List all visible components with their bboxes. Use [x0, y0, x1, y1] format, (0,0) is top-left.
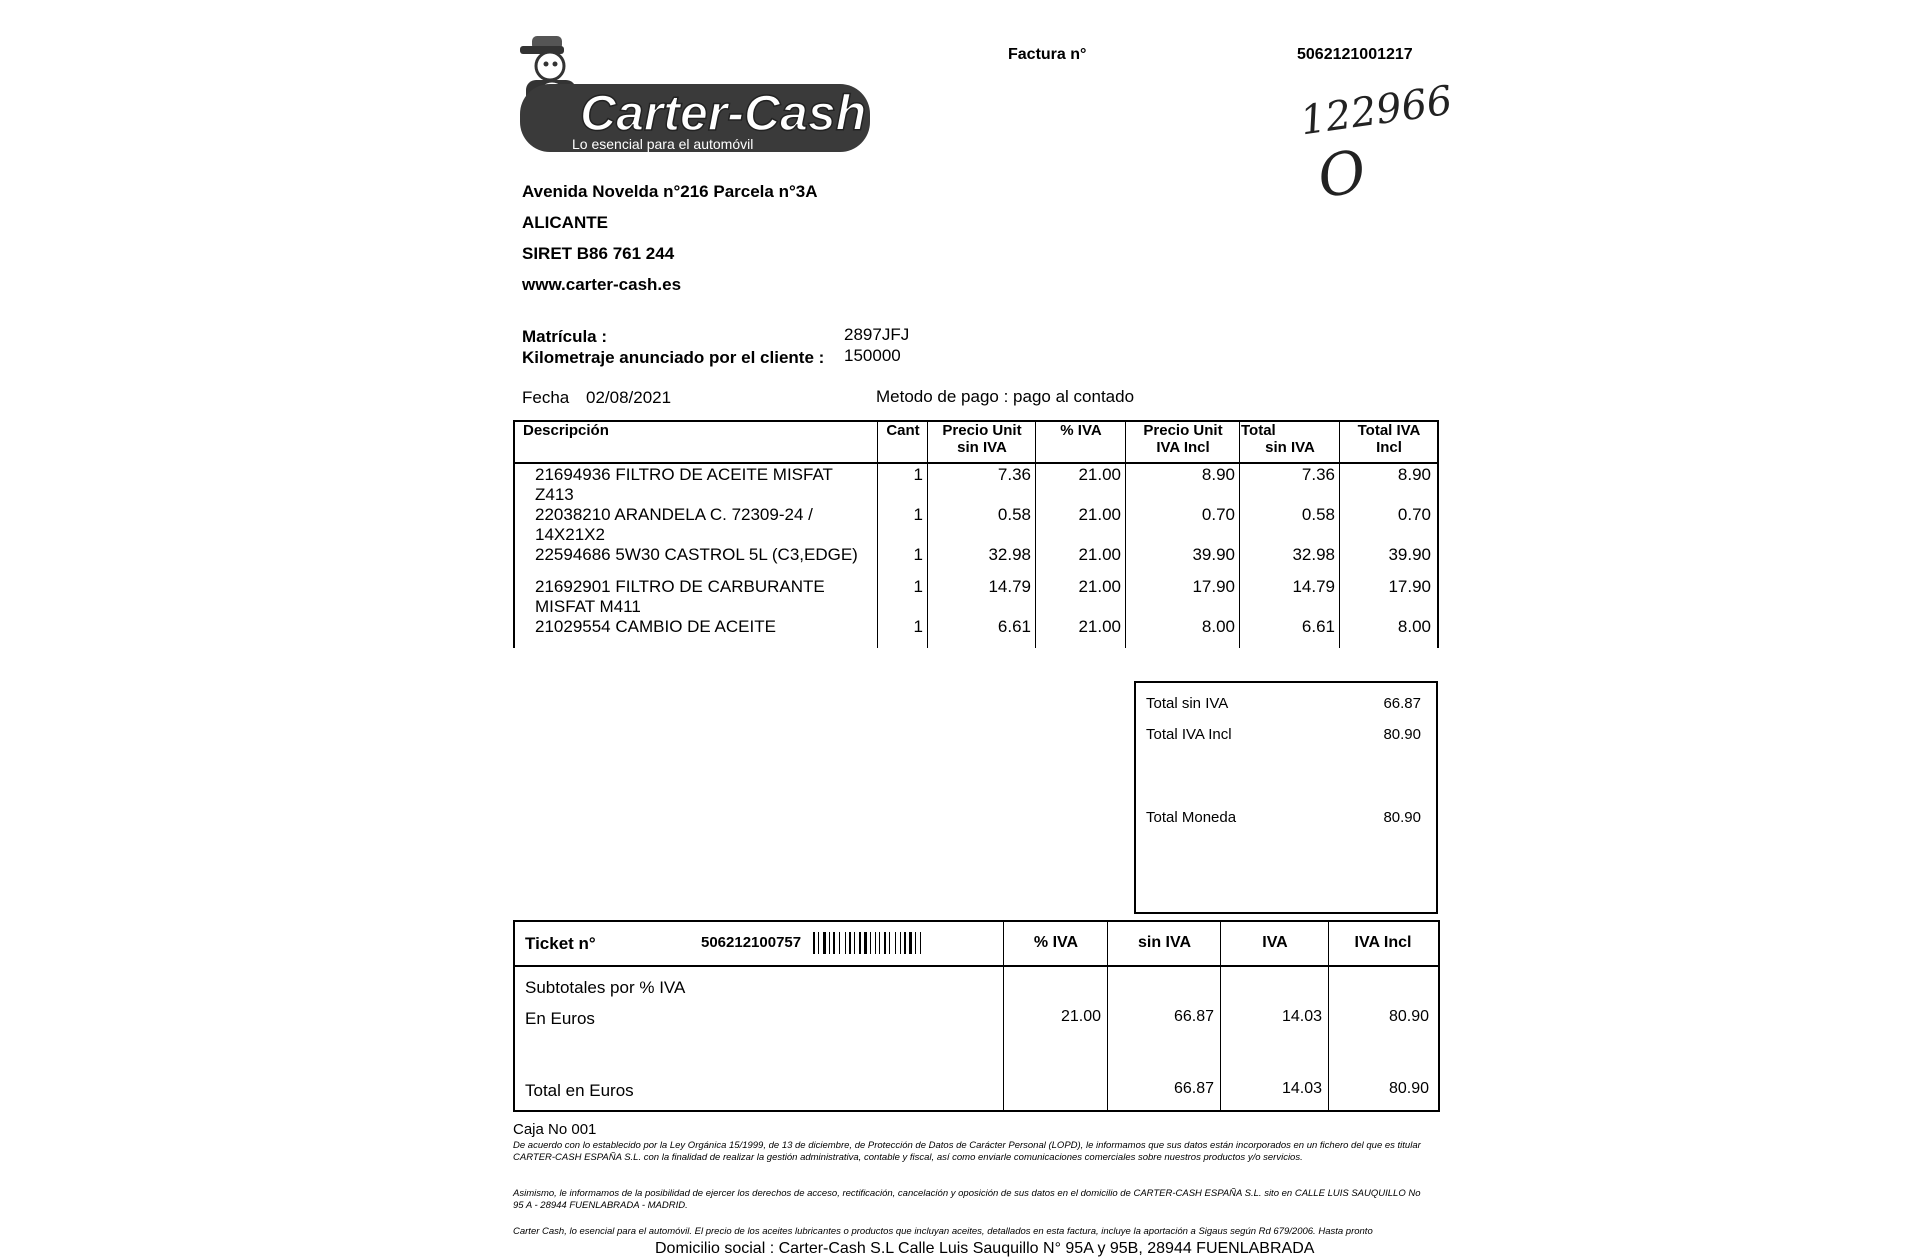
euros-ex: 66.87 — [1173, 1008, 1214, 1025]
subtotals-label: Subtotales por % IVA — [525, 978, 686, 997]
km-value: 150000 — [844, 346, 901, 365]
totals-box — [1134, 681, 1438, 914]
header-ticket-ex: sin IVA — [1137, 934, 1192, 951]
registered-office: Domicilio social : Carter-Cash S.L Calle Luis Sauquillo N° 95A y 95B, 28944 FUENLABRADA — [655, 1240, 1315, 1257]
item-total-inc: 0.70 — [1397, 505, 1431, 524]
ticket-number: 506212100757 — [701, 934, 802, 951]
item-total-ex: 0.58 — [1301, 505, 1335, 524]
total-ex-value: 66.87 — [1383, 695, 1421, 712]
total-euros-ex: 66.87 — [1173, 1080, 1214, 1097]
handwritten-circle-mark: O — [1312, 136, 1372, 212]
item-unit-ex: 7.36 — [997, 465, 1031, 484]
header-unit-ex — [929, 422, 1035, 462]
header-total-inc — [1341, 422, 1437, 462]
euros-label: En Euros — [525, 1009, 595, 1028]
total-currency-label: Total Moneda — [1146, 809, 1237, 826]
item-unit-inc: 0.70 — [1201, 505, 1235, 524]
logo-wordmark: Carter-Cash — [580, 85, 867, 141]
item-total-ex: 14.79 — [1292, 577, 1335, 596]
date-label: Fecha — [522, 388, 570, 407]
company-website: www.carter-cash.es — [522, 275, 682, 294]
header-total-ex-line2: sin IVA — [1265, 439, 1315, 456]
carter-cash-logo — [512, 22, 872, 164]
item-vat: 21.00 — [1078, 505, 1121, 524]
company-address: Avenida Novelda n°216 Parcela n°3A — [522, 182, 818, 201]
header-total-ex-line1: Total — [1241, 422, 1276, 439]
header-total-inc-line1: Total IVA — [1357, 422, 1421, 439]
item-qty: 1 — [913, 505, 923, 524]
company-siret: SIRET B86 761 244 — [522, 244, 675, 263]
register-number: Caja No 001 — [513, 1121, 597, 1138]
header-unit-ex-line2: sin IVA — [957, 439, 1007, 456]
item-vat: 21.00 — [1078, 545, 1121, 564]
date-value: 02/08/2021 — [586, 388, 672, 407]
legal-text-privacy: De acuerdo con lo establecido por la Ley Orgánica 15/1999, de 13 de diciembre, de Protección de Datos de Carácter Personal (LOPD), le informamos que sus datos están incorporados en un fichero del que es titular CARTER-CASH ESPAÑA S.L. con la finalidad de realizar la gestión administrativa, contable y fiscal, así como enviarle comunicaciones comerciales sobre nuestros productos y/o servicios. — [513, 1140, 1421, 1163]
header-unit-ex-line1: Precio Unit — [942, 422, 1022, 439]
item-unit-ex: 6.61 — [997, 617, 1031, 636]
barcode-icon — [813, 932, 978, 954]
item-description: 21692901 FILTRO DE CARBURANTE MISFAT M411 — [535, 577, 825, 616]
item-description: 22594686 5W30 CASTROL 5L (C3,EDGE) — [535, 545, 858, 564]
logo-tagline: Lo esencial para el automóvil — [572, 136, 754, 152]
item-unit-ex: 32.98 — [988, 545, 1031, 564]
item-qty: 1 — [913, 465, 923, 484]
header-ticket-vat: % IVA — [1033, 934, 1079, 951]
item-unit-ex: 0.58 — [997, 505, 1031, 524]
item-total-inc: 39.90 — [1388, 545, 1431, 564]
total-euros-inc: 80.90 — [1388, 1080, 1429, 1097]
item-unit-inc: 17.90 — [1192, 577, 1235, 596]
item-total-inc: 17.90 — [1388, 577, 1431, 596]
km-label: Kilometraje anunciado por el cliente : — [522, 348, 825, 367]
ticket-label: Ticket n° — [525, 934, 596, 953]
item-vat: 21.00 — [1078, 617, 1121, 636]
header-unit-inc-line2: IVA Incl — [1156, 439, 1210, 456]
payment-method: Metodo de pago : pago al contado — [876, 387, 1135, 406]
item-qty: 1 — [913, 545, 923, 564]
item-description: 21694936 FILTRO DE ACEITE MISFAT Z413 — [535, 465, 833, 504]
handwritten-note: 122966 — [1297, 77, 1456, 145]
item-qty: 1 — [913, 577, 923, 596]
header-total-inc-line2: Incl — [1376, 439, 1402, 456]
header-description: Descripción — [523, 422, 609, 439]
total-ex-label: Total sin IVA — [1146, 695, 1229, 712]
total-inc-value: 80.90 — [1383, 726, 1421, 743]
legal-text-sigaus: Carter Cash, lo esencial para el automóvil. El precio de los aceites lubricantes o productos que incluyan aceites, detallados en esta factura, incluye la aportación a Sigaus según Rd 679/2006. Hasta pronto — [513, 1226, 1373, 1237]
item-description: 22038210 ARANDELA C. 72309-24 / 14X21X2 — [535, 505, 813, 544]
item-vat: 21.00 — [1078, 465, 1121, 484]
item-total-ex: 7.36 — [1301, 465, 1335, 484]
item-total-ex: 32.98 — [1292, 545, 1335, 564]
plate-label: Matrícula : — [522, 327, 608, 346]
total-euros-tax: 14.03 — [1281, 1080, 1322, 1097]
header-unit-inc — [1127, 422, 1239, 462]
euros-vat: 21.00 — [1060, 1008, 1101, 1025]
item-unit-inc: 39.90 — [1192, 545, 1235, 564]
company-city: ALICANTE — [522, 213, 608, 232]
item-total-inc: 8.00 — [1397, 617, 1431, 636]
item-unit-ex: 14.79 — [988, 577, 1031, 596]
header-vat: % IVA — [1060, 422, 1102, 439]
header-unit-inc-line1: Precio Unit — [1143, 422, 1223, 439]
header-qty: Cant — [886, 422, 920, 439]
invoice-number: 5062121001217 — [1297, 46, 1413, 63]
euros-inc: 80.90 — [1388, 1008, 1429, 1025]
legal-text-rights: Asimismo, le informamos de la posibilidad de ejercer los derechos de acceso, rectificación, cancelación y oposición de sus datos en el domicilio de CARTER-CASH ESPAÑA S.L. sito en CALLE LUIS SAUQUILLO No 95 A - 28944 FUENLABRADA - MADRID. — [513, 1188, 1421, 1211]
item-unit-inc: 8.00 — [1201, 617, 1235, 636]
plate-value: 2897JFJ — [844, 325, 910, 344]
item-total-ex: 6.61 — [1301, 617, 1335, 636]
item-unit-inc: 8.90 — [1201, 465, 1235, 484]
item-vat: 21.00 — [1078, 577, 1121, 596]
item-total-inc: 8.90 — [1397, 465, 1431, 484]
total-inc-label: Total IVA Incl — [1146, 726, 1232, 743]
header-ticket-tax: IVA — [1262, 934, 1288, 951]
total-currency-value: 80.90 — [1383, 809, 1421, 826]
header-total-ex — [1241, 422, 1339, 462]
item-qty: 1 — [913, 617, 923, 636]
item-description: 21029554 CAMBIO DE ACEITE — [535, 617, 776, 636]
header-ticket-inc: IVA Incl — [1354, 934, 1412, 951]
euros-tax: 14.03 — [1281, 1008, 1322, 1025]
items-table — [513, 420, 1439, 648]
total-euros-label: Total en Euros — [525, 1081, 634, 1100]
invoice-label: Factura n° — [1008, 46, 1087, 63]
